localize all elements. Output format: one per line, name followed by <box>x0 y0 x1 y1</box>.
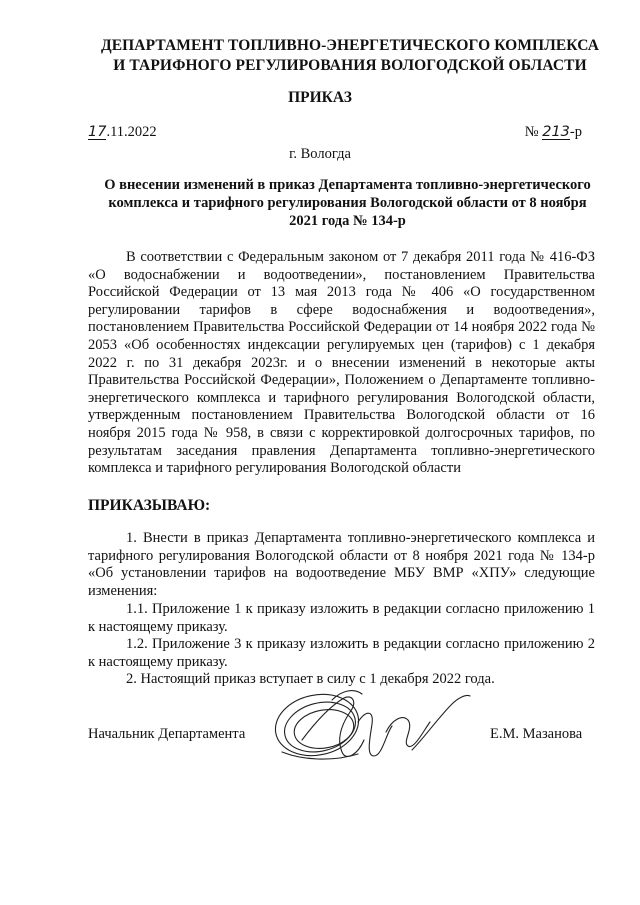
item-2: 2. Настоящий приказ вступает в силу с 1 декабря 2022 года. <box>126 671 495 687</box>
order-title: О внесении изменений в приказ Департамента топливно-энергетического комплекса и тарифного регулирования Вологодской области от 8 ноября 2021 года № 134-р <box>104 177 591 229</box>
number-prefix: № <box>524 124 543 140</box>
order-date <box>88 124 157 141</box>
item-1-1: 1.1. Приложение 1 к приказу изложить в редакции согласно приложению 1 к настоящему приказу. <box>88 601 595 635</box>
document-type: ПРИКАЗ <box>288 89 352 106</box>
city: г. Вологда <box>289 146 351 162</box>
order-directive: ПРИКАЗЫВАЮ: <box>88 497 211 514</box>
item-1-2: 1.2. Приложение 3 к приказу изложить в редакции согласно приложению 2 к настоящему приказу. <box>88 636 595 670</box>
date-rest: .11.2022 <box>106 124 157 140</box>
handwritten-number: 213 <box>542 124 570 140</box>
number-suffix: -р <box>569 124 582 140</box>
order-number <box>525 124 582 141</box>
handwritten-signature <box>262 680 477 780</box>
signatory-name: Е.М. Мазанова <box>490 726 583 742</box>
department-name-line-2: И ТАРИФНОГО РЕГУЛИРОВАНИЯ ВОЛОГОДСКОЙ ОБЛАСТИ <box>113 57 587 74</box>
signatory-position: Начальник Департамента <box>88 726 246 742</box>
department-name-line-1: ДЕПАРТАМЕНТ ТОПЛИВНО-ЭНЕРГЕТИЧЕСКОГО КОМПЛЕКСА <box>100 37 600 54</box>
item-1: 1. Внести в приказ Департамента топливно-энергетического комплекса и тарифного регулирования Вологодской области от 8 ноября 2021 года № 134-р «Об установлении тарифов на водоотведение МБУ ВМР «ХПУ» следующие изменения: <box>88 530 595 599</box>
preamble-paragraph: В соответствии с Федеральным законом от 7 декабря 2011 года № 416-ФЗ «О водоснабжении и водоотведении», постановлением Правительства Российской Федерации от 13 мая 2013 года № 406 «О государственном регулировании тарифов в сфере водоснабжения и водоотведения», постановлением Правительства Российской Федерации от 14 ноября 2022 года № 2053 «Об особенностях индексации регулируемых цен (тарифов) с 1 декабря 2022 г. по 31 декабря 2023г. и о внесении изменений в некоторые акты Правительства Российской Федерации», Положением о Департаменте топливно-энергетического комплекса и тарифного регулирования Вологодской области, утвержденным постановлением Правительства Вологодской области от 16 ноября 2015 года № 958, в связи с корректировкой долгосрочных тарифов, по результатам заседания правления Департамента топливно-энергетического комплекса и тарифного регулирования Вологодской области <box>88 249 595 477</box>
handwritten-day: 17 <box>88 124 107 140</box>
